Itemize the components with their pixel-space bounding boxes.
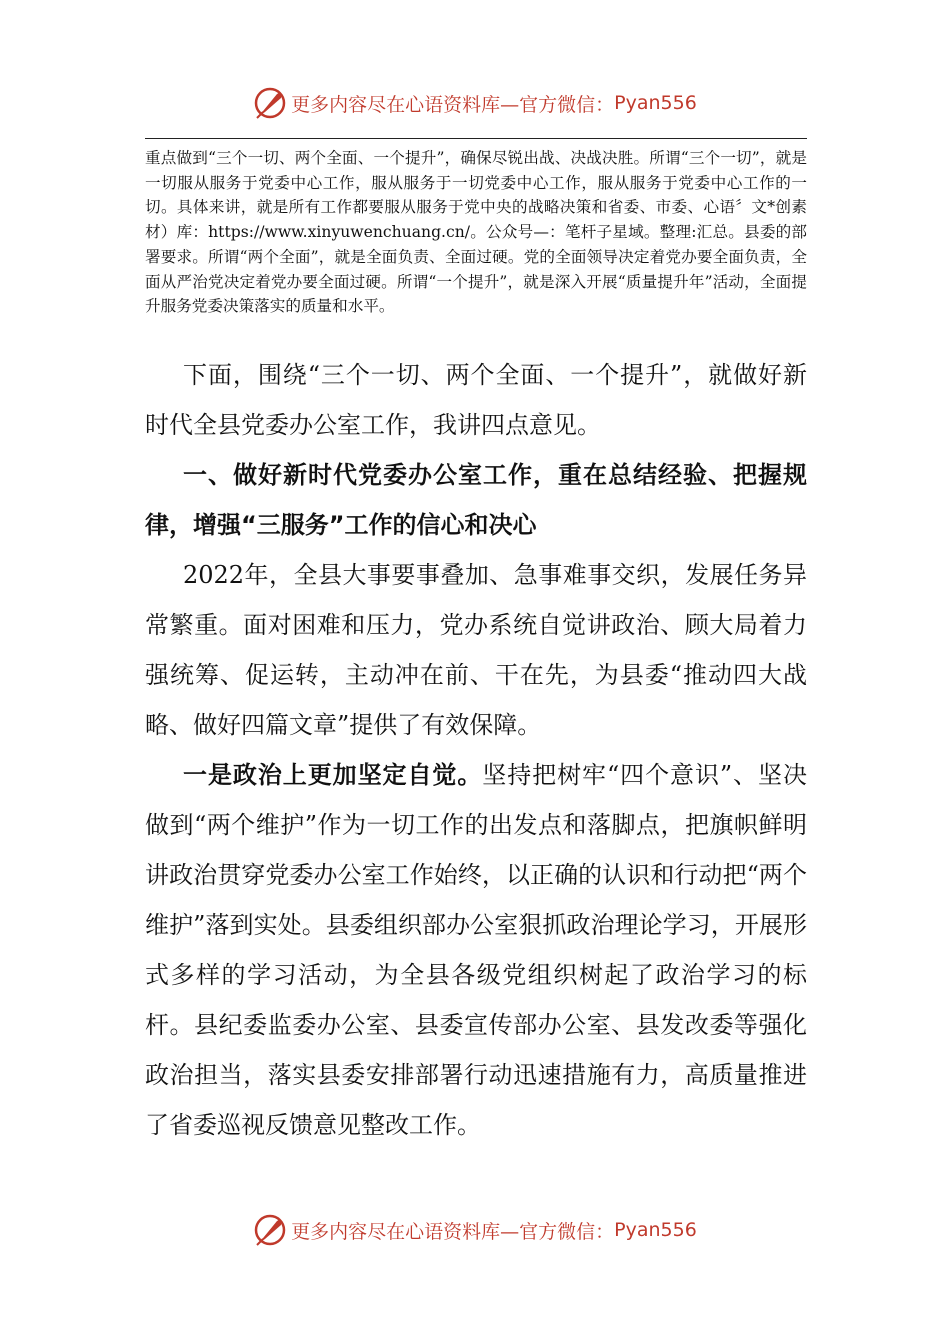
footer-wechat-id: Pyan556 — [614, 1219, 697, 1241]
paragraph-intro: 下面，围绕“三个一切、两个全面、一个提升”，就做好新时代全县党委办公室工作，我讲四点意见。 — [145, 361, 807, 439]
header-watermark-text: 更多内容尽在心语资料库—官方微信： — [291, 93, 615, 116]
quill-logo-icon — [253, 1213, 287, 1247]
footer-watermark-text: 更多内容尽在心语资料库—官方微信： — [291, 1220, 615, 1243]
quill-logo-icon — [253, 86, 287, 120]
paragraph-lead: 一是政治上更加坚定自觉。 — [183, 761, 483, 789]
header-rule — [145, 138, 807, 139]
header-wechat-id: Pyan556 — [614, 92, 697, 114]
intro-small-text: 重点做到“三个一切、两个全面、一个提升”，确保尽锐出战、决战决胜。所谓“三个一切”，就是一切服从服务于党委中心工作，服从服务于一切党委中心工作，服从服务于党委中心工作的一切。具体来讲，就是所有工作都要服从服务于党中央的战略决策和省委、市委、心语〞文*创素材）库：https://www.xinyuwenchuang.cn/。公众号—：笔杆子星域。整理:汇总。县委的部署要求。所谓“两个全面”，就是全面负责、全面过硬。党的全面领导决定着党办要全面负责，全面从严治党决定着党办要全面过硬。所谓“一个提升”，就是深入开展“质量提升年”活动，全面提升服务党委决策落实的质量和水平。 — [145, 149, 807, 316]
paragraph-political-body: 坚持把树牢“四个意识”、坚决做到“两个维护”作为一切工作的出发点和落脚点，把旗帜鲜明讲政治贯穿党委办公室工作始终，以正确的认识和行动把“两个维护”落到实处。县委组织部办公室狠抓政治理论学习，开展形式多样的学习活动，为全县各级党组织树起了政治学习的标杆。县纪委监委办公室、县委宣传部办公室、县发改委等强化政治担当，落实县委安排部署行动迅速措施有力，高质量推进了省委巡视反馈意见整改工作。 — [145, 761, 807, 1139]
body-text — [145, 350, 807, 1150]
paragraph-political — [145, 750, 807, 1150]
header-watermark — [0, 85, 950, 121]
paragraph-2022-summary: 2022年，全县大事要事叠加、急事难事交织，发展任务异常繁重。面对困难和压力，党办系统自觉讲政治、顾大局着力强统筹、促运转，主动冲在前、干在先，为县委“推动四大战略、做好四篇文章”提供了有效保障。 — [145, 561, 807, 739]
section-heading-1: 一、做好新时代党委办公室工作，重在总结经验、把握规律，增强“三服务”工作的信心和决心 — [145, 461, 807, 539]
footer-watermark — [0, 1212, 950, 1248]
